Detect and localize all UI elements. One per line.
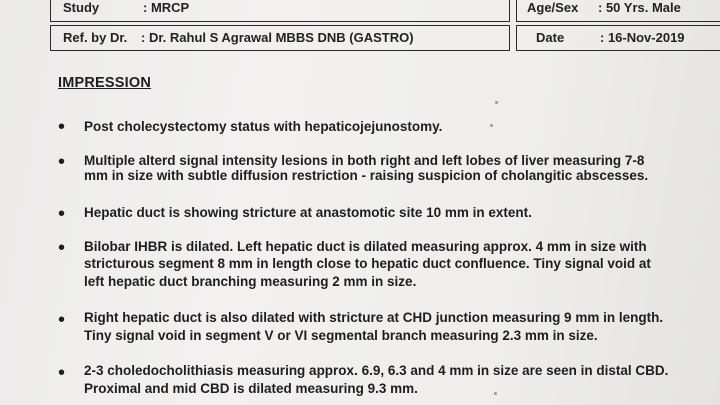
impression-item-2-line-1: Multiple alterd signal intensity lesions in both right and left lobes of liver measuring 7-8	[84, 153, 645, 168]
bullet-6: •	[58, 362, 66, 384]
study-box	[50, 0, 510, 22]
agesex-value: : 50 Yrs. Male	[598, 0, 681, 15]
bullet-2: •	[58, 151, 66, 173]
paper-speck	[494, 392, 497, 395]
impression-item-3-line-1: Hepatic duct is showing stricture at anastomotic site 10 mm in extent.	[84, 205, 532, 220]
impression-item-4-line-2: stricturous segment 8 mm in length close to hepatic duct confluence. Tiny signal void at	[84, 256, 651, 271]
impression-item-2-line-2: mm in size with subtle diffusion restriction - raising suspicion of cholangitic abscesses.	[84, 168, 649, 183]
impression-item-5-line-1: Right hepatic duct is also dilated with stricture at CHD junction measuring 9 mm in length.	[84, 310, 664, 325]
refby-label: Ref. by Dr.	[63, 30, 128, 45]
impression-item-4-line-3: left hepatic duct branching measuring 2 mm in size.	[84, 274, 417, 289]
bullet-1: •	[58, 116, 66, 138]
impression-item-6-line-1: 2-3 choledocholithiasis measuring approx. 6.9, 6.3 and 4 mm in size are seen in distal CBD.	[84, 363, 669, 378]
date-value: : 16-Nov-2019	[600, 30, 685, 45]
bullet-4: •	[58, 237, 66, 259]
bullet-5: •	[58, 309, 66, 331]
date-label: Date	[536, 30, 565, 45]
study-value: : MRCP	[143, 0, 190, 15]
agesex-label: Age/Sex	[527, 0, 579, 15]
study-label: Study	[63, 0, 100, 15]
impression-item-5-line-2: Tiny signal void in segment V or VI segmental branch measuring 2.3 mm in size.	[84, 328, 598, 343]
paper-speck	[495, 101, 498, 104]
impression-item-6-line-2: Proximal and mid CBD is dilated measuring 9.3 mm.	[84, 381, 418, 396]
impression-item-4-line-1: Bilobar IHBR is dilated. Left hepatic duct is dilated measuring approx. 4 mm in size with	[84, 239, 647, 254]
impression-item-1-line-1: Post cholecystectomy status with hepaticojejunostomy.	[84, 119, 443, 134]
bullet-3: •	[58, 203, 66, 225]
impression-heading: IMPRESSION	[58, 75, 152, 91]
paper-speck	[490, 124, 493, 127]
refby-value: : Dr. Rahul S Agrawal MBBS DNB (GASTRO)	[141, 30, 414, 45]
